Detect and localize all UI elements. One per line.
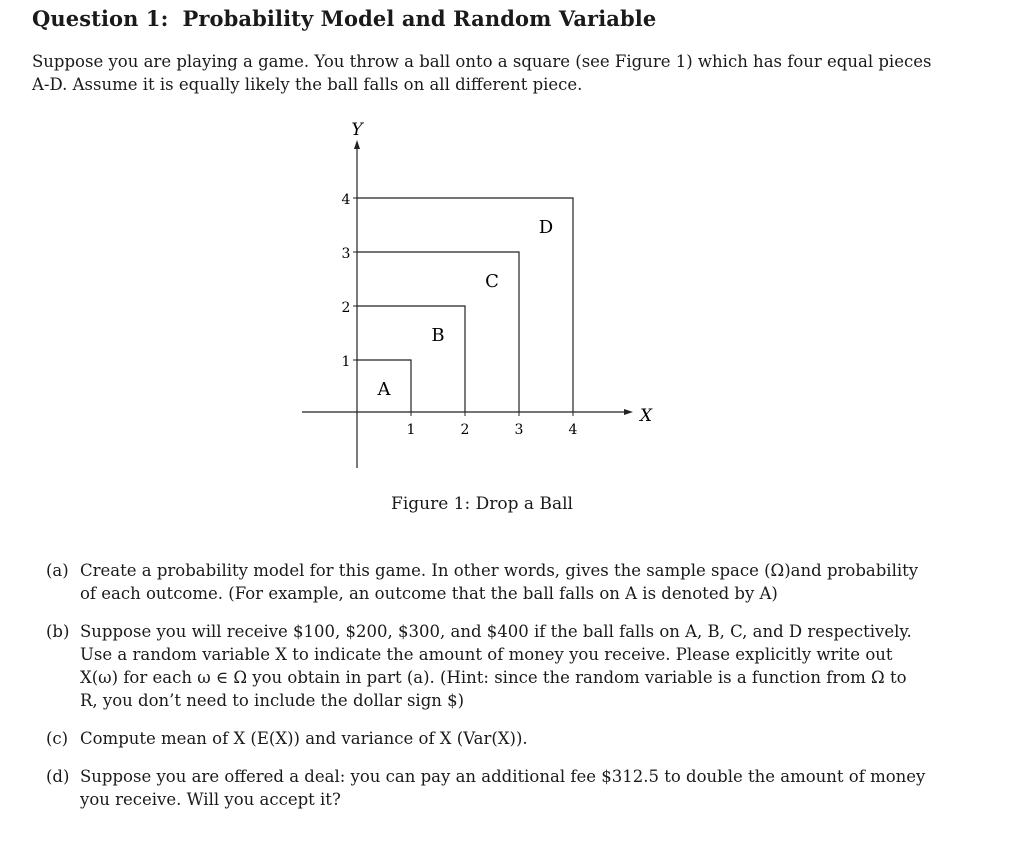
region-label-a: A [377,379,391,400]
question-line: of each outcome. (For example, an outcome that the ball falls on A is denoted by A) [80,584,778,603]
question-a-label: (a) [46,561,69,580]
intro-line: A-D. Assume it is equally likely the ball falls on all different piece. [32,75,583,94]
question-heading: Probability Model and Random Variable [182,6,657,31]
question-a [46,559,946,605]
y-tick-label: 1 [341,354,351,370]
x-tick-label: 3 [514,422,524,438]
question-line: Suppose you are offered a deal: you can pay an additional fee $312.5 to double the amount of money [80,767,926,786]
x-tick-label: 2 [460,422,470,438]
question-b [46,620,946,712]
x-axis-arrow [624,409,633,415]
question-list [46,559,946,826]
y-axis-arrow [354,140,360,149]
y-tick-label: 2 [341,300,351,316]
region-label-d: D [538,217,554,238]
region-label-c: C [485,271,499,292]
question-b-label: (b) [46,622,70,641]
question-d-label: (d) [46,767,70,786]
question-title [32,6,656,31]
y-axis-label: Y [351,120,363,140]
intro-paragraph [32,50,952,96]
y-tick-label: 3 [341,246,351,262]
drop-ball-diagram [290,118,670,478]
figure-1 [290,118,670,482]
x-tick-label: 4 [568,422,578,438]
question-line: R, you don’t need to include the dollar sign $) [80,691,465,710]
y-tick-label: 4 [341,192,351,208]
figure-caption: Figure 1: Drop a Ball [391,494,573,514]
question-line: X(ω) for each ω ∈ Ω you obtain in part (a). (Hint: since the random variable is a function from Ω to [80,668,907,687]
question-line: you receive. Will you accept it? [80,790,341,809]
question-line: Suppose you will receive $100, $200, $300, and $400 if the ball falls on A, B, C, and D respectively. [80,622,912,641]
question-line: Create a probability model for this game. In other words, gives the sample space (Ω)and probability [80,561,919,580]
question-d [46,765,946,811]
question-number: Question 1: [32,6,169,31]
x-tick-label: 1 [406,422,416,438]
region-label-b: B [431,325,445,346]
question-c [46,727,946,750]
question-line: Use a random variable X to indicate the amount of money you receive. Please explicitly write out [80,645,893,664]
intro-line: Suppose you are playing a game. You throw a ball onto a square (see Figure 1) which has four equal pieces [32,52,932,71]
x-axis-label: X [639,406,653,426]
question-line: Compute mean of X (E(X)) and variance of X (Var(X)). [80,729,528,748]
question-c-label: (c) [46,729,69,748]
